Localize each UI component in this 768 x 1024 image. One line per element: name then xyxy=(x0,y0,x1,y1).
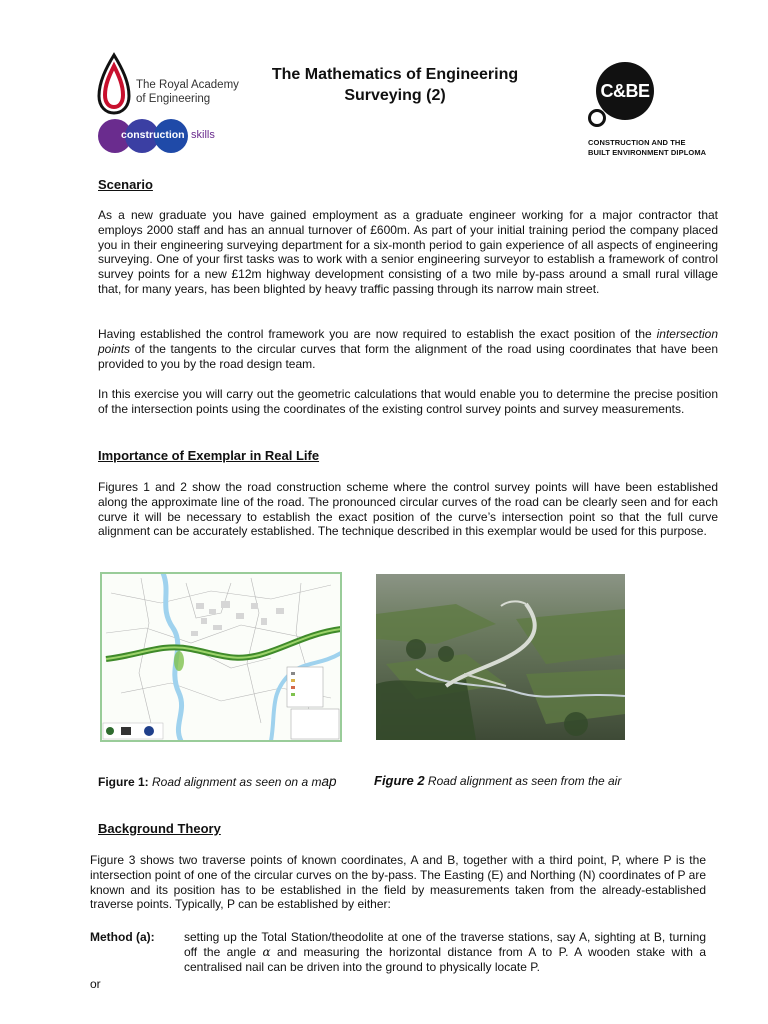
figure-2-caption-text: Road alignment as seen from the air xyxy=(424,774,622,788)
cbe-logo-text: C&BE xyxy=(600,80,650,101)
method-a-text-part-a: setting up the Total Station/theodolite at one of the traverse stations, say A, sighting at B, turning off the angle xyxy=(184,930,706,959)
background-heading: Background Theory xyxy=(98,821,221,836)
alpha-symbol: α xyxy=(262,944,271,959)
scenario-p2-part-b: of the tangents to the circular curves that form the alignment of the road using coordinates that have been provided to you by the road design team. xyxy=(98,341,718,371)
figure-2-caption xyxy=(374,773,621,788)
cbe-circle xyxy=(596,62,654,120)
cbe-line2: BUILT ENVIRONMENT DIPLOMA xyxy=(588,148,707,157)
figure-1-caption xyxy=(98,774,336,789)
scenario-p2-part-a: Having established the control framework you are now required to establish the exact position of the xyxy=(98,327,657,341)
cbe-small-circle-icon xyxy=(588,109,606,127)
scenario-heading: Scenario xyxy=(98,177,153,192)
page-title xyxy=(245,64,545,106)
scenario-p2-emphasis: intersection points xyxy=(98,327,718,356)
construction-skills-logo xyxy=(97,118,237,154)
construction-skills-text: construction xyxy=(121,129,185,141)
page-title-line1: The Mathematics of Engineering xyxy=(271,66,519,83)
or-text: or xyxy=(90,977,101,991)
importance-heading: Importance of Exemplar in Real Life xyxy=(98,448,320,463)
figure-2-aerial-photo xyxy=(376,574,625,740)
figure-1-caption-text-a: Road alignment as seen on a m xyxy=(148,775,322,789)
construction-skills-skills-text: skills xyxy=(191,129,215,141)
scenario-paragraph-1: As a new graduate you have gained employment as a graduate engineer working for a major contractor that employs 2000 staff and has an annual turnover of £600m. As part of your initial training period the company placed you in their engineering surveying department for a six-month period to gain experience of all aspects of engineering surveying. One of your first tasks was to work with a senior engineering surveyor to establish a framework of control survey points for a new £12m highway development consisting of a two mile by-pass around a small rural village that, for many years, has been blighted by heavy traffic passing through its narrow main street. xyxy=(98,208,718,296)
figure-1-map-image xyxy=(100,572,342,742)
cbe-logo xyxy=(588,62,728,162)
background-paragraph-1: Figure 3 shows two traverse points of known coordinates, A and B, together with a third point, P, where P is the intersection point of one of the circular curves on the by-pass. The Easting (E) and Northing (N) coordinates of P are known and its position has to be established in the field by measurements taken from the already-established traverse points. Typically, P can be established by either: xyxy=(90,853,706,912)
importance-paragraph-1: Figures 1 and 2 show the road construction scheme where the control survey points will have been established along the approximate line of the road. The pronounced circular curves of the road can be clearly seen and for each curve it will be necessary to establish the exact position of the curve’s intersection point so that the full curve alignment can be accurately established. The technique described in this exemplar would be used for this purpose. xyxy=(98,480,718,539)
figure-1-caption-text-b: ap xyxy=(321,774,337,789)
figure-2-label: Figure 2 xyxy=(374,773,425,788)
method-a-text-part-b: and measuring the horizontal distance from A to P. A wooden stake with a centralised nail can be driven into the ground to physically locate P. xyxy=(184,944,706,974)
rae-drop-icon xyxy=(96,52,132,116)
road-map-illustration xyxy=(101,573,341,741)
aerial-photo-illustration xyxy=(376,574,625,740)
scenario-paragraph-3: In this exercise you will carry out the geometric calculations that would enable you to determine the precise position of the intersection points using the coordinates of the existing control survey points and survey measurements. xyxy=(98,387,718,416)
scenario-paragraph-2 xyxy=(98,327,718,371)
rae-logo-line1: The Royal Academy xyxy=(136,79,239,91)
rae-logo-line2: of Engineering xyxy=(136,93,211,105)
page-title-line2: Surveying (2) xyxy=(344,87,446,104)
cbe-line1: CONSTRUCTION AND THE xyxy=(588,138,686,147)
rae-logo xyxy=(96,52,239,116)
figure-1-label: Figure 1: xyxy=(98,775,149,789)
method-a-text xyxy=(184,930,706,974)
method-a-label: Method (a): xyxy=(90,930,155,944)
